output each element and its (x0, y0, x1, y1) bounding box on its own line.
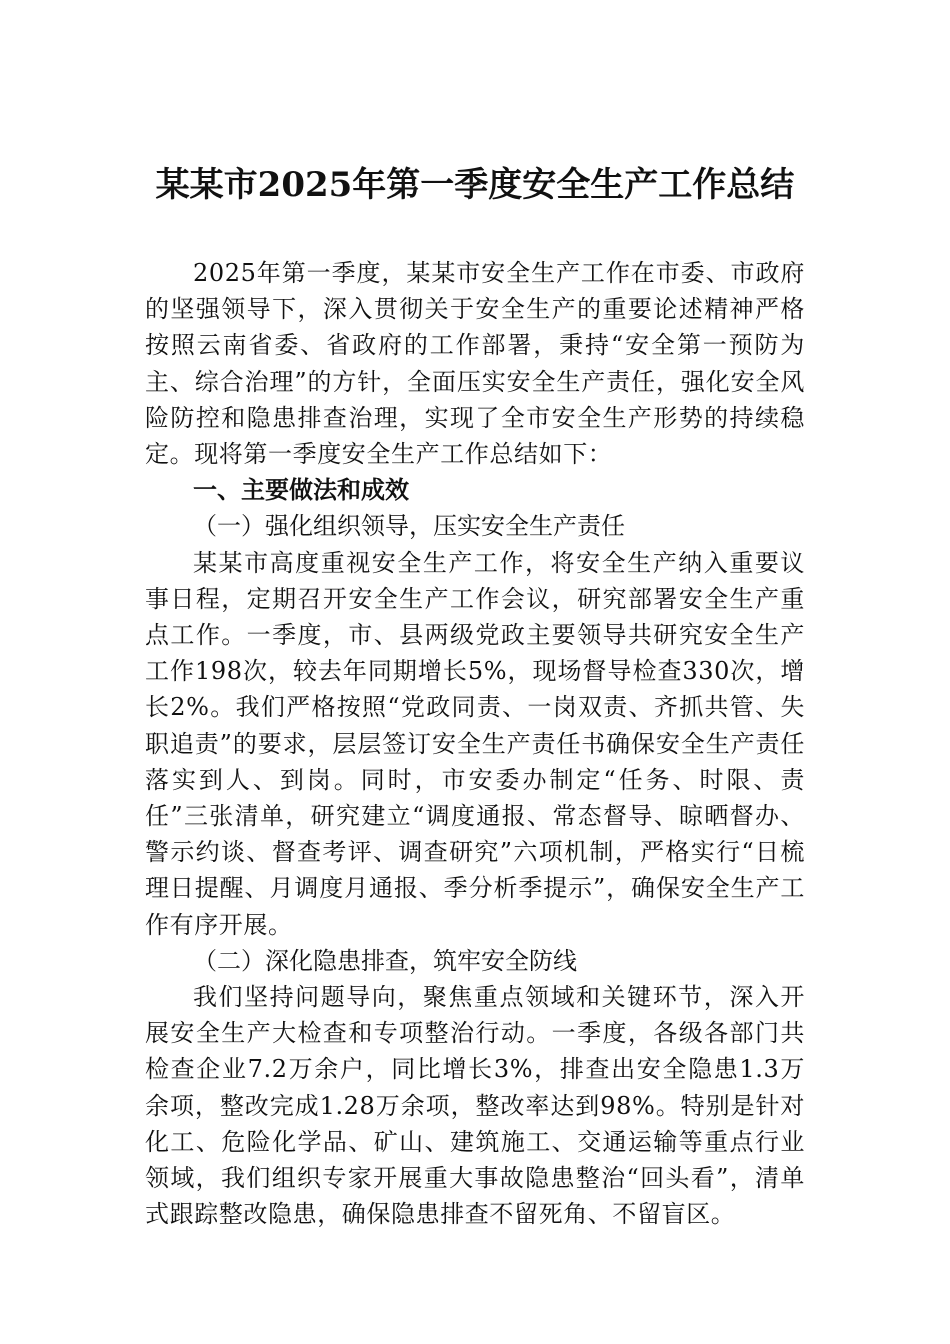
document-body (145, 255, 805, 1232)
hazard-inspection-paragraph: 我们坚持问题导向，聚焦重点领域和关键环节，深入开展安全生产大检查和专项整治行动。一季度，各级各部门共检查企业7.2万余户，同比增长3%，排查出安全隐患1.3万余项，整改完成1.28万余项，整改率达到98%。特别是针对化工、危险化学品、矿山、建筑施工、交通运输等重点行业领域，我们组织专家开展重大事故隐患整治“回头看”，清单式跟踪整改隐患，确保隐患排查不留死角、不留盲区。 (145, 983, 805, 1229)
section-heading-main-practices: 一、主要做法和成效 (193, 476, 409, 505)
intro-paragraph: 2025年第一季度，某某市安全生产工作在市委、市政府的坚强领导下，深入贯彻关于安全生产的重要论述精神严格按照云南省委、省政府的工作部署，秉持“安全第一预防为主、综合治理”的方针，全面压实安全生产责任，强化安全风险防控和隐患排查治理，实现了全市安全生产形势的持续稳定。现将第一季度安全生产工作总结如下： (145, 259, 805, 469)
subsection-heading-organization: （一）强化组织领导，压实安全生产责任 (193, 512, 625, 541)
document-title: 某某市2025年第一季度安全生产工作总结 (155, 165, 795, 205)
subsection-heading-hazard-inspection: （二）深化隐患排查，筑牢安全防线 (193, 946, 577, 975)
organization-paragraph: 某某市高度重视安全生产工作，将安全生产纳入重要议事日程，定期召开安全生产工作会议，研究部署安全生产重点工作。一季度，市、县两级党政主要领导共研究安全生产工作198次，较去年同期增长5%，现场督导检查330次，增长2%。我们严格按照“党政同责、一岗双责、齐抓共管、失职追责”的要求，层层签订安全生产责任书确保安全生产责任落实到人、到岗。同时，市安委办制定“任务、时限、责任”三张清单，研究建立“调度通报、常态督导、晾晒督办、警示约谈、督查考评、调查研究”六项机制，严格实行“日梳理日提醒、月调度月通报、季分析季提示”，确保安全生产工作有序开展。 (145, 548, 805, 939)
